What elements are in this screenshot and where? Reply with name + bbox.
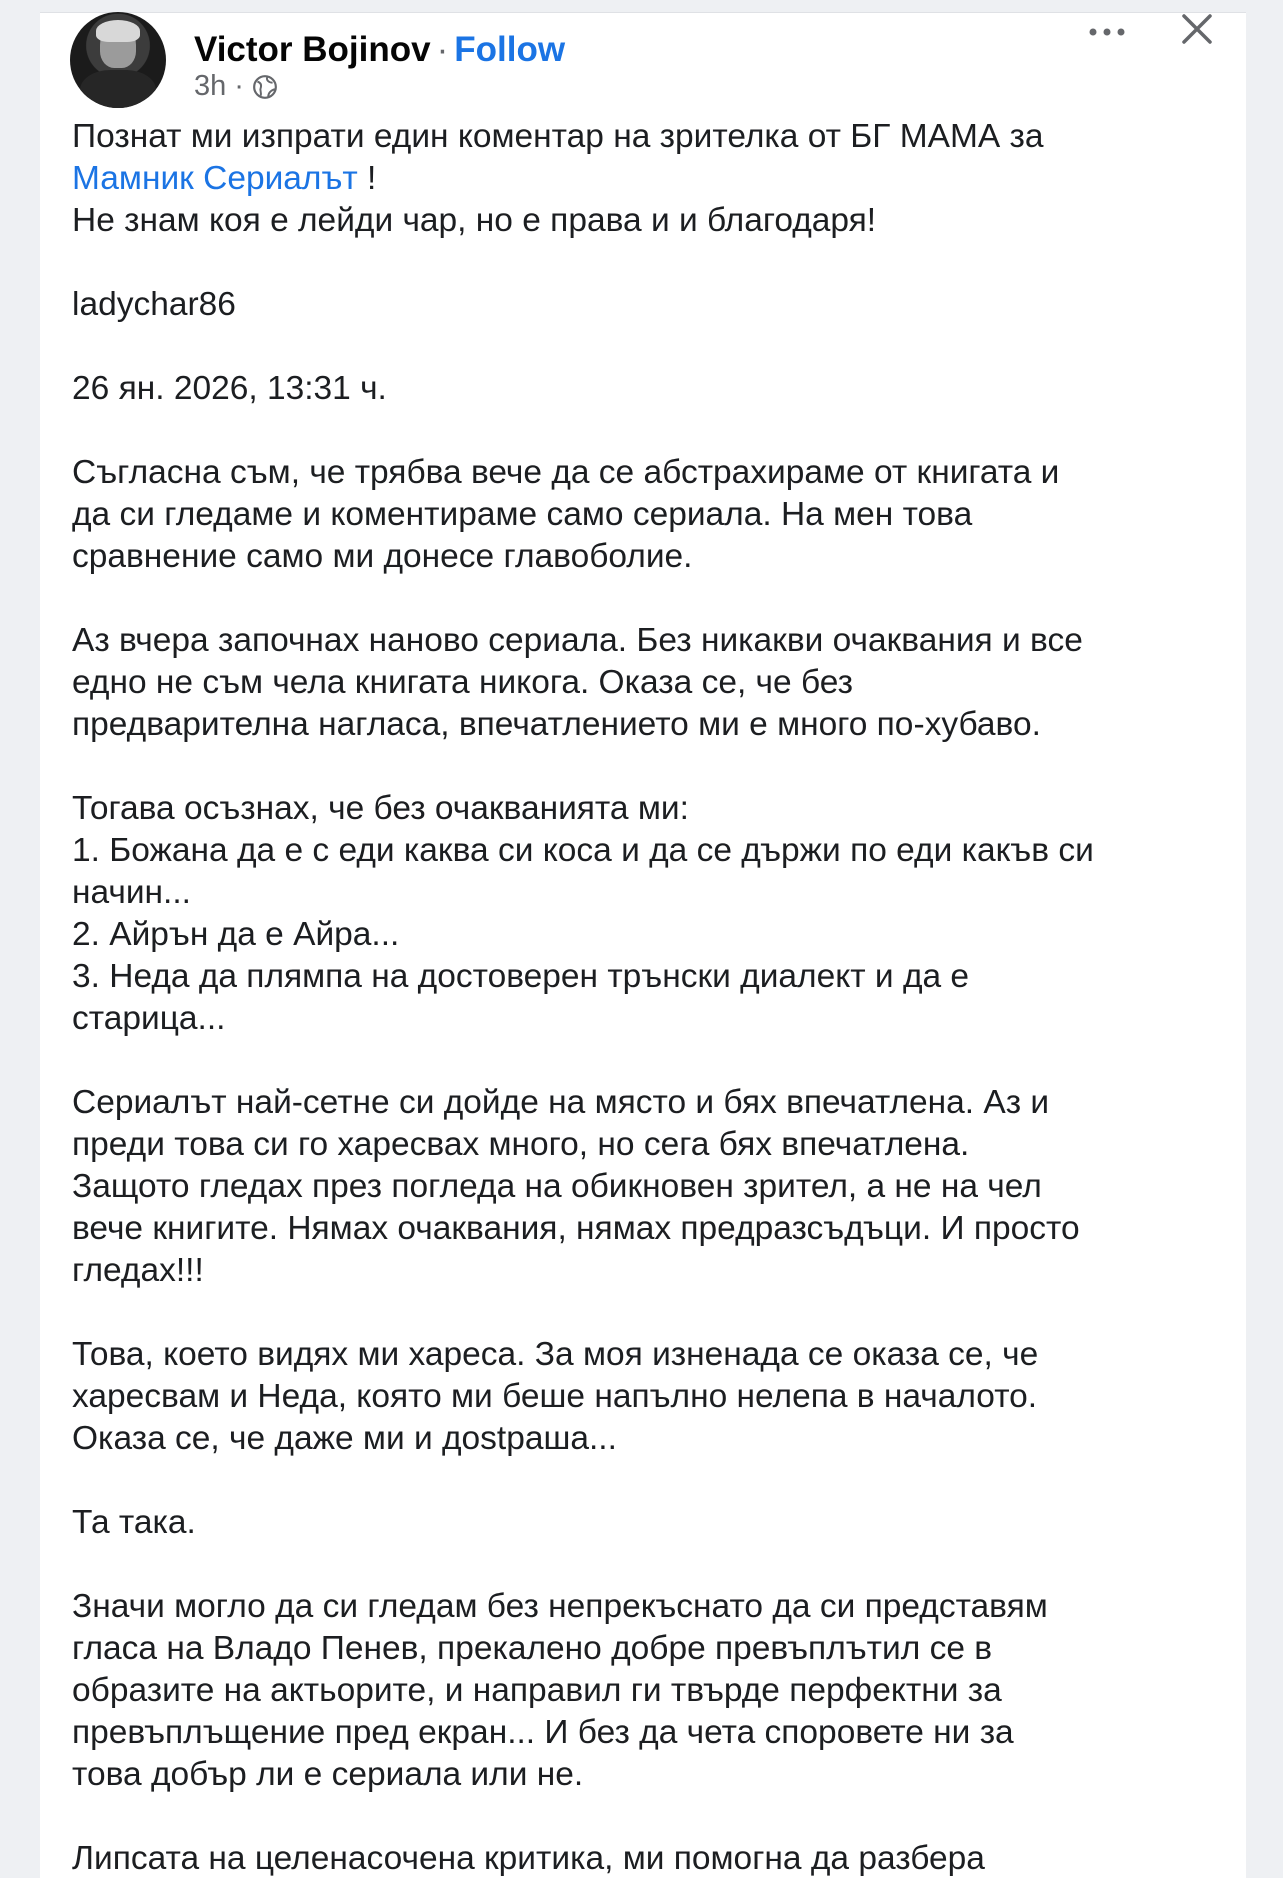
text-line: да си гледаме и коментираме само сериала. На мен това: [72, 496, 973, 533]
intro-line-3: Не знам коя е лейди чар, но е права и и благодаря!: [72, 202, 877, 239]
paragraph: [72, 620, 1242, 746]
author-name[interactable]: Victor Bojinov: [194, 30, 431, 69]
text-line: гласа на Владо Пенев, прекалено добре превъплътил се в: [72, 1630, 993, 1667]
text-line: 3. Неда да плямпа на достоверен трънски диалект и да е: [72, 958, 970, 995]
date-line: [72, 368, 1242, 410]
comment-date: 26 ян. 2026, 13:31 ч.: [72, 370, 387, 407]
text-line: Значи могло да си гледам без непрекъснато да си представям: [72, 1588, 1048, 1625]
separator: ·: [436, 30, 449, 69]
text-line: харесвам и Неда, която ми беше напълно нелепа в началото.: [72, 1378, 1038, 1415]
text-line: едно не съм чела книгата никога. Оказа се, че без: [72, 664, 854, 701]
paragraph: [72, 1334, 1242, 1460]
paragraph: [72, 1586, 1242, 1796]
more-options-icon[interactable]: [1087, 22, 1127, 42]
post-meta: [194, 70, 278, 103]
text-line: Това, което видях ми хареса. За моя изненада се оказа се, че: [72, 1336, 1039, 1373]
text-line: 2. Айрън да е Айра...: [72, 916, 400, 953]
intro-paragraph: [72, 116, 1242, 242]
text-line: Аз вчера започнах наново сериала. Без никакви очаквания и все: [72, 622, 1083, 659]
text-line: Липсата на целенасочена критика, ми помогна да разбера: [72, 1840, 985, 1877]
close-icon[interactable]: [1180, 12, 1214, 46]
avatar[interactable]: [70, 12, 166, 108]
intro-line: Познат ми изпрати един коментар на зрителка от БГ МАМА за: [72, 118, 1044, 155]
text-line: старица...: [72, 1000, 226, 1037]
username-line: [72, 284, 1242, 326]
text-line: предварителна нагласа, впечатлението ми е много по-хубаво.: [72, 706, 1041, 743]
text-line: гледах!!!: [72, 1252, 204, 1289]
text-line: преди това си го харесвах много, но сега бях впечатлена.: [72, 1126, 970, 1163]
text-line: начин...: [72, 874, 191, 911]
intro-punct: !: [357, 160, 377, 197]
paragraph: [72, 1082, 1242, 1292]
paragraph: [72, 1838, 1242, 1878]
paragraph: [72, 1502, 1242, 1544]
page-link[interactable]: Мамник Сериалът: [72, 160, 358, 197]
username: ladychar86: [72, 286, 236, 323]
intro-line-2: [72, 158, 1242, 200]
text-line: вече книгите. Нямах очаквания, нямах предразсъдъци. И просто: [72, 1210, 1080, 1247]
follow-button[interactable]: Follow: [454, 30, 566, 69]
text-line: това добър ли е сериала или не.: [72, 1756, 584, 1793]
globe-icon[interactable]: [252, 74, 278, 100]
text-line: сравнение само ми донесе главоболие.: [72, 538, 693, 575]
post-body: [72, 116, 1242, 1878]
meta-separator: ·: [234, 70, 244, 102]
paragraph: [72, 788, 1242, 1040]
text-line: образите на актьорите, и направил ги твърде перфектни за: [72, 1672, 1002, 1709]
text-line: Та така.: [72, 1504, 196, 1541]
divider: [40, 12, 1246, 13]
text-line: Тогава осъзнах, че без очакванията ми:: [72, 790, 689, 827]
text-line: Оказа се, че даже ми и дostраша...: [72, 1420, 617, 1457]
post-header: [194, 30, 565, 70]
paragraph: [72, 452, 1242, 578]
text-line: Сериалът най-сетне си дойде на място и бях впечатлена. Аз и: [72, 1084, 1050, 1121]
text-line: Съгласна съм, че трябва вече да се абстрахираме от книгата и: [72, 454, 1060, 491]
text-line: превъплъщение пред екран... И без да чета споровете ни за: [72, 1714, 1014, 1751]
post-time[interactable]: 3h: [194, 70, 227, 102]
text-line: Защото гледах през погледа на обикновен зрител, а не на чел: [72, 1168, 1042, 1205]
text-line: 1. Божана да е с еди каква си коса и да се държи по еди какъв си: [72, 832, 1094, 869]
post-card: [40, 12, 1246, 1878]
